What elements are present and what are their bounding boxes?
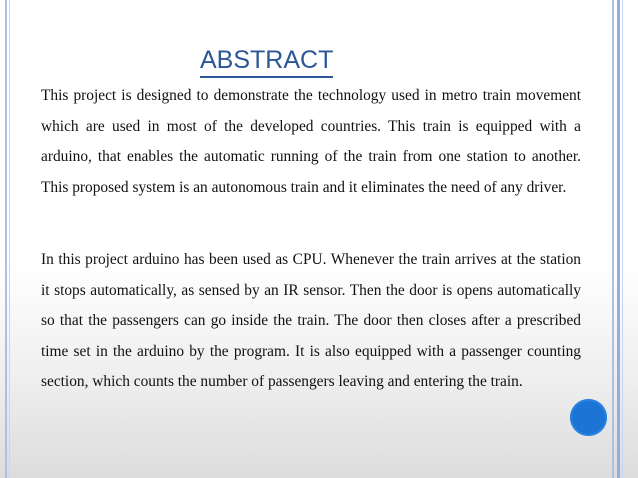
abstract-paragraph-2: In this project arduino has been used as CPU. Whenever the train arrives at the station it stops automatically, as sensed by an IR sensor. Then the door is opens automatically so that the passengers can go inside the train. The door then closes after a prescribed time set in the arduino by the program. It is also equipped with a passenger counting section, which counts the number of passengers leaving and entering the train.	[41, 251, 581, 391]
left-frame-line-inner	[9, 0, 10, 478]
left-frame-line-outer	[5, 0, 7, 478]
right-frame-line-inner	[612, 0, 614, 478]
right-frame-line-outer	[617, 0, 620, 478]
abstract-paragraph-1: This project is designed to demonstrate the technology used in metro train movement which are used in most of the developed countries. This train is equipped with a arduino, that enables the automatic running of the train from one station to another. This proposed system is an autonomous train and it eliminates the need of any driver.	[41, 87, 581, 196]
slide-title: ABSTRACT	[200, 44, 333, 78]
right-frame-line-edge	[622, 0, 623, 478]
decorative-circle-icon	[570, 399, 607, 436]
